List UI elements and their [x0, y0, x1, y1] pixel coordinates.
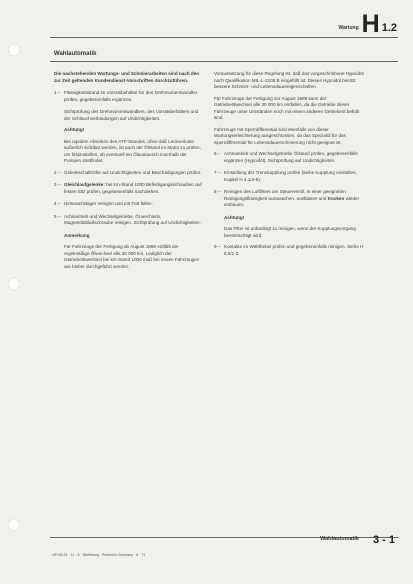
header-number: 1.2	[381, 22, 397, 34]
note-title: Achtung!	[64, 127, 85, 132]
item-number: 4 –	[54, 201, 61, 206]
item-text-rest: bei km-Stand 1000 Befestigungsschrauben auf festen Sitz prüfen, gegebenenfalls nachziehen.	[64, 182, 202, 194]
paragraph: Voraussetzung für diese Regelung ist, daß das vorgeschriebene Hypoidöl nach Qualifikation MIL-L-2105 B eingefüllt ist. Dieses Hypoidöl besitzt bessere Schmier- und Lebensdauereigenschaften.	[214, 71, 364, 89]
item-1-paragraph: Sichtprüfung des Drehmomentwandlers, des Vorratsbehälters und der Schlauchverbindungen auf Undichtigkeiten.	[64, 109, 199, 121]
header-word: Wartung	[338, 25, 359, 31]
list-item-4	[54, 201, 204, 208]
item-number: 7 –	[214, 170, 221, 175]
list-item-8	[214, 189, 364, 209]
print-info: UP-06-28 · 11 · 6 · Wolfsburg · Printed in Germany · 8 · 71	[52, 553, 146, 557]
section-title: Wahlautomatik	[54, 51, 97, 57]
item-text-before: Reinigen des Luftfilters am Steuerventil. In einer geeigneten Reinigungsflüssigkeit auswaschen, ausblasen und	[224, 189, 346, 201]
list-item-7	[214, 170, 364, 183]
item-number: 2 –	[54, 169, 61, 175]
punch-hole-top	[8, 44, 20, 56]
item-text: Achsantrieb und Wechselgetriebe. Öl wechseln, Magnetölablaßschraube reinigen. Sichtprüfung auf Undichtigkeiten.	[64, 213, 201, 225]
list-item-9	[214, 244, 364, 257]
punch-hole-middle	[8, 278, 20, 290]
item-text: Kontakte im Wählhebel prüfen und gegebenenfalls reinigen. Siehe H 8.5/1-3.	[224, 244, 364, 256]
item-number: 1 –	[54, 90, 61, 95]
item-text	[64, 182, 204, 195]
item-number: 3 –	[54, 182, 61, 187]
note-text: Bei rapidem Absinken des ATF-Standes, ohne daß Leckverluste äußerlich sichtbar werden, ist auch der Ölstand im Motor zu prüfen, um festzustellen, ob eventuell ein Ölaustausch innerhalb der Pumpen stattfindet.	[64, 138, 201, 163]
item-text: Flüssigkeitsstand im Vorratsbehälter für den Drehmomentwandler prüfen, gegebenenfalls ergänzen.	[64, 90, 198, 102]
footer-label: Wahlautomatik	[320, 536, 359, 542]
item-text: Gelenkschalthöfer auf Undichtigkeiten und Beschädigungen prüfen.	[64, 169, 202, 175]
note-title: Achtung!	[224, 214, 245, 220]
list-item-2	[54, 170, 204, 177]
item-number: 9 –	[214, 244, 221, 249]
left-column	[54, 71, 204, 275]
item-text: Hinterachslager reinigen und mit Fett füllen.	[64, 201, 153, 206]
item-number: 6 –	[214, 151, 221, 156]
title-rule	[50, 61, 398, 62]
intro-paragraph: Die nachstehenden Wartungs- und Schmierarbeiten sind nach den zur Zeit geltenden Kundendienst-Vorschriften durchzuführen.	[54, 71, 200, 83]
item-number: 8 –	[214, 189, 221, 194]
item-number: 5 –	[54, 213, 61, 219]
item-text	[224, 189, 364, 209]
note-text: Das Filter ist unbedingt zu reinigen, wenn der Kupplungsvorgang beeinträchtigt wird.	[224, 226, 356, 238]
item-bold-term: trocken	[327, 195, 345, 201]
item-text-after: wieder einbauen.	[224, 195, 360, 207]
list-item-6	[214, 151, 364, 164]
item-bold-term: Gleichlaufgelenke:	[64, 182, 105, 187]
paragraph: Für Fahrzeuge der Fertigung vor August 1969 kann der Getriebeölwechsel alle 30 000 km entfallen, da die Getriebe dieser Fahrzeuge unter Umständen noch mit einem anderen Getriebeöl befüllt sind.	[214, 95, 360, 120]
paragraph: Fahrzeuge mit Sperrdifferential sind ebenfalls von dieser Wartungserleichterung ausgeschlossen, da das Spezialöl für das Sperrdifferential für Lebensdauerschmierung nicht geeignet ist.	[214, 126, 346, 145]
right-column	[214, 71, 364, 263]
item-text: Achsantrieb und Wechselgetriebe Ölstand prüfen, gegebenenfalls ergänzen (Hypoidöl). Sichtprüfung auf Undichtigkeiten.	[224, 151, 358, 163]
header-rule	[50, 37, 398, 38]
list-item-1	[54, 90, 204, 103]
header-letter: H	[361, 10, 380, 38]
item-text: Einstellung der Trennkupplung prüfen (siehe Kupplung einstellen, Kapitel H 4.1/4-5).	[224, 170, 357, 182]
punch-hole-bottom	[8, 519, 20, 531]
list-item-5	[54, 214, 204, 227]
list-item-3	[54, 182, 204, 195]
page-number: 3 - 1	[372, 534, 395, 546]
note-title: Anmerkung	[64, 232, 90, 238]
note-text: Für Fahrzeuge der Fertigung ab August 1969 entfällt der regelmäßige Ölwechsel alle 30 000 km. Lediglich der Getriebeölwechsel bei km-Stand 1000 muß bei neuen Fahrzeugen wie bisher durchgeführt werden.	[64, 244, 200, 269]
page-header	[339, 11, 397, 37]
